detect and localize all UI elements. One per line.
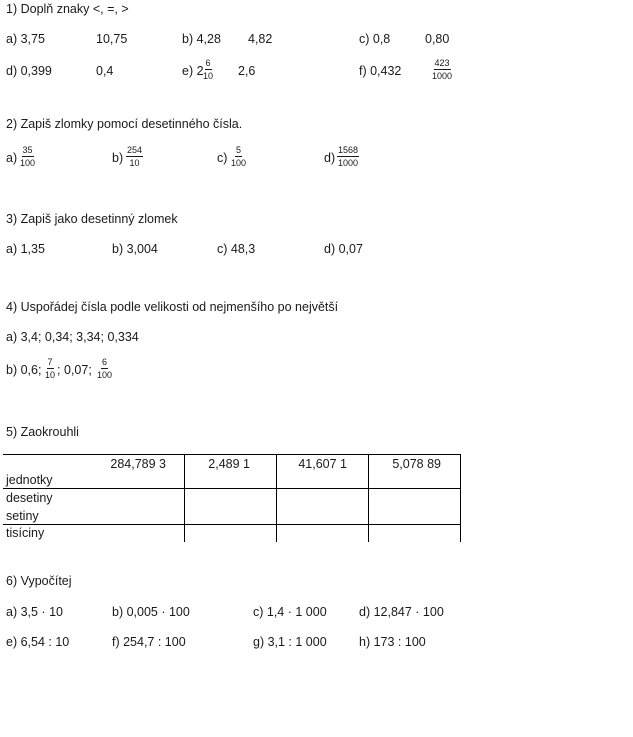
fraction-numerator: 7 [47, 357, 53, 367]
s6-h: h) 173 : 100 [359, 635, 426, 649]
s1-a-label: a) 3,75 [6, 32, 45, 46]
s1-f-label: f) 0,432 [359, 64, 402, 78]
fraction-denominator: 10 [45, 370, 56, 380]
section-4-heading: 4) Uspořádej čísla podle velikosti od nejmenšího po největší [6, 300, 339, 314]
table-border-col [368, 454, 369, 542]
s2-b-label: b) [112, 151, 124, 165]
fraction-denominator: 100 [97, 370, 113, 380]
table-border-row [3, 488, 461, 489]
fraction-numerator: 5 [236, 145, 242, 155]
s1-b-right: 4,82 [248, 32, 273, 46]
s4-b-prefix: b) 0,6; [6, 363, 42, 377]
fraction-denominator: 100 [231, 158, 247, 168]
s2-a-label: a) [6, 151, 18, 165]
table-col-header: 2,489 1 [208, 457, 250, 471]
s2-c-label: c) [217, 151, 228, 165]
table-border-row [3, 524, 461, 525]
s3-c: c) 48,3 [217, 242, 256, 256]
s6-b: b) 0,005 · 100 [112, 605, 190, 619]
table-col-header: 41,607 1 [298, 457, 347, 471]
s1-d-label: d) 0,399 [6, 64, 52, 78]
s2-a-fraction [19, 145, 36, 168]
table-col-header: 284,789 3 [110, 457, 166, 471]
s6-g: g) 3,1 : 1 000 [253, 635, 327, 649]
s1-b-label: b) 4,28 [182, 32, 221, 46]
s6-a: a) 3,5 · 10 [6, 605, 63, 619]
fraction-denominator: 1000 [432, 71, 453, 81]
fraction-numerator: 6 [102, 357, 108, 367]
section-1-heading: 1) Doplň znaky <, =, > [6, 2, 129, 16]
s4-b-fraction-1 [44, 357, 56, 380]
s3-b: b) 3,004 [112, 242, 158, 256]
s1-f-fraction [431, 58, 453, 81]
s1-c-right: 0,80 [425, 32, 450, 46]
s6-c: c) 1,4 · 1 000 [253, 605, 327, 619]
section-3-heading: 3) Zapiš jako desetinný zlomek [6, 212, 178, 226]
table-border-col [276, 454, 277, 542]
table-border-right [460, 454, 461, 542]
fraction-numerator: 35 [22, 145, 33, 155]
s1-c-label: c) 0,8 [359, 32, 391, 46]
fraction-denominator: 100 [20, 158, 36, 168]
section-6-heading: 6) Vypočítej [6, 574, 72, 588]
s1-d-right: 0,4 [96, 64, 114, 78]
s2-d-label: d) [324, 151, 336, 165]
s3-a: a) 1,35 [6, 242, 45, 256]
s6-f: f) 254,7 : 100 [112, 635, 186, 649]
s2-c-fraction [230, 145, 247, 168]
s1-e-label: e) 2 [182, 64, 204, 78]
s4-b-middle: 0,07; [64, 363, 92, 377]
fraction-numerator: 1568 [338, 145, 359, 155]
fraction-denominator: 10 [129, 158, 140, 168]
s6-e: e) 6,54 : 10 [6, 635, 70, 649]
fraction-denominator: 10 [203, 71, 214, 81]
s1-e-right: 2,6 [238, 64, 256, 78]
table-border-col [184, 454, 185, 542]
table-border-top [3, 454, 461, 455]
fraction-numerator: 423 [434, 58, 450, 68]
s1-a-right: 10,75 [96, 32, 128, 46]
s4-line-a: a) 3,4; 0,34; 3,34; 0,334 [6, 330, 139, 344]
s2-b-fraction [126, 145, 143, 168]
fraction-denominator: 1000 [338, 158, 359, 168]
s2-d-fraction [337, 145, 359, 168]
s3-d: d) 0,07 [324, 242, 363, 256]
s6-d: d) 12,847 · 100 [359, 605, 444, 619]
fraction-numerator: 254 [127, 145, 143, 155]
s4-b-fraction-2 [96, 357, 113, 380]
table-col-header: 5,078 89 [392, 457, 441, 471]
table-row-label: setiny [6, 509, 39, 523]
table-row-label: desetiny [6, 491, 53, 505]
section-2-heading: 2) Zapiš zlomky pomocí desetinného čísla. [6, 117, 243, 131]
table-row-label: tisíciny [6, 526, 45, 540]
section-5-heading: 5) Zaokrouhli [6, 425, 79, 439]
fraction-numerator: 6 [205, 58, 211, 68]
s4-b-separator: ; [57, 363, 61, 377]
table-row-label: jednotky [6, 473, 53, 487]
s1-e-fraction [202, 58, 214, 81]
